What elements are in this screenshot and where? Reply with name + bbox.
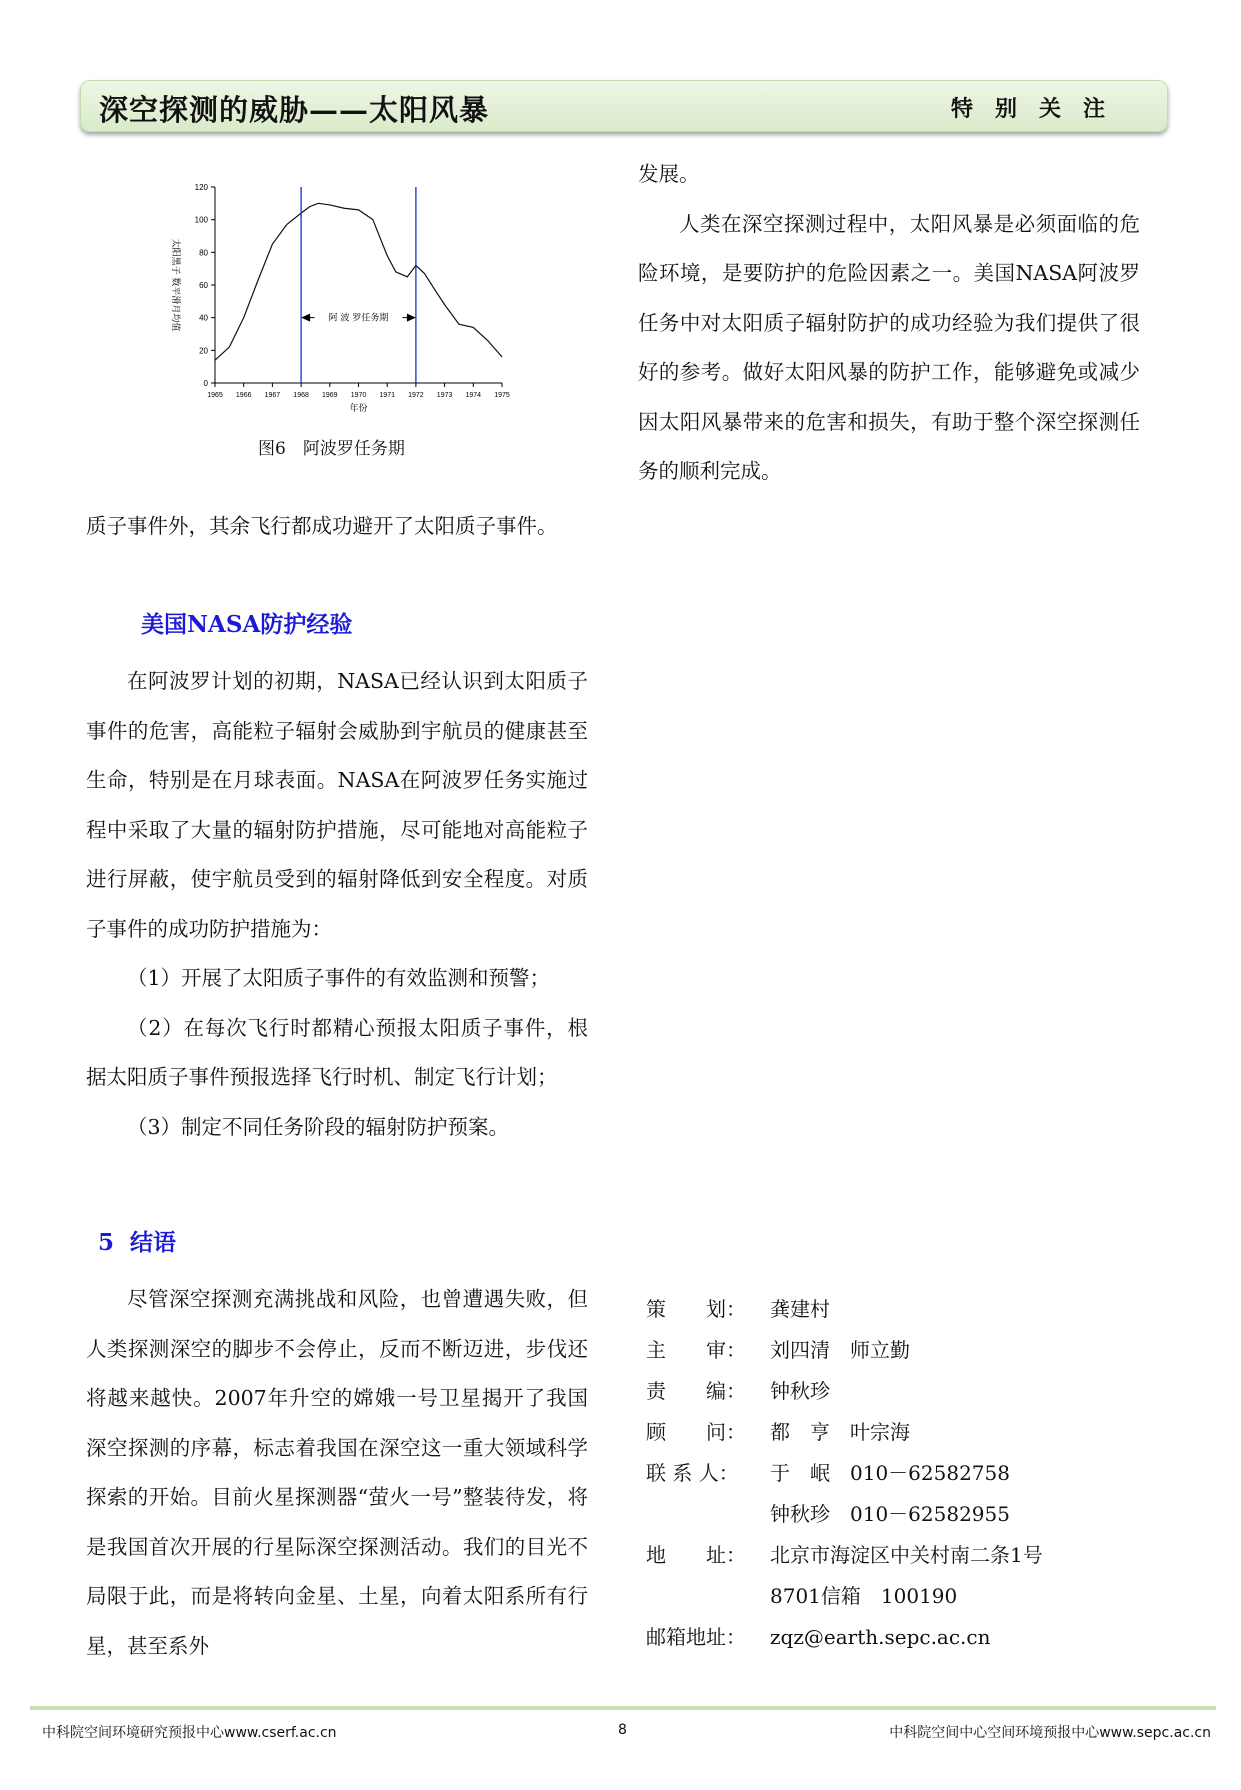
credit-value: 钟秋珍 — [770, 1379, 830, 1403]
y-axis-title: 太阳黑子 数平滑月均值 — [170, 238, 180, 332]
x-tick-label: 1969 — [322, 392, 338, 399]
paragraph: 发展。 — [638, 162, 700, 186]
left-column-conclusion — [86, 1275, 588, 1671]
heading-nasa: 美国NASA防护经验 — [141, 611, 353, 638]
mission-annotation: 阿 波 罗任务期 — [328, 313, 389, 324]
list-item: （2）在每次飞行时都精心预报太阳质子事件，根据太阳质子事件预报选择飞行时机、制定飞行计划； — [86, 1015, 588, 1089]
credit-value: 龚建村 — [770, 1297, 830, 1321]
x-tick-label: 1968 — [293, 392, 309, 399]
x-tick-label: 1970 — [350, 392, 367, 399]
credit-value: 钟秋珍 010－62582955 — [770, 1502, 1010, 1526]
credit-label: 邮箱地址： — [646, 1625, 746, 1649]
footer-left[interactable]: 中科院空间环境研究预报中心www.cserf.ac.cn — [42, 1725, 337, 1741]
credit-label: 地 址： — [646, 1543, 746, 1567]
paragraph: 在阿波罗计划的初期，NASA已经认识到太阳质子事件的危害，高能粒子辐射会威胁到宇航员的健康甚至生命，特别是在月球表面。NASA在阿波罗任务实施过程中采取了大量的辐射防护措施，尽可能地对高能粒子进行屏蔽，使宇航员受到的辐射降低到安全程度。对质子事件的成功防护措施为： — [86, 669, 588, 941]
credit-value: 8701信箱 100190 — [770, 1584, 958, 1608]
credit-label: 联 系 人： — [646, 1461, 739, 1485]
left-column-nasa — [86, 657, 588, 1152]
arrow-head-left — [301, 314, 310, 322]
y-tick-label: 80 — [199, 248, 208, 258]
list-item: （3）制定不同任务阶段的辐射防护预案。 — [127, 1114, 510, 1139]
x-tick-label: 1975 — [494, 392, 510, 399]
credits-block — [646, 1289, 1043, 1658]
y-tick-label: 40 — [199, 313, 208, 323]
credit-row — [646, 1617, 1043, 1658]
x-axis-title: 年份 — [349, 404, 368, 414]
x-tick-label: 1966 — [235, 392, 252, 399]
email-link[interactable]: zqz@earth.sepc.ac.cn — [770, 1625, 991, 1649]
figure-caption: 图6 阿波罗任务期 — [258, 439, 405, 459]
credit-value: 都 亨 叶宗海 — [770, 1420, 910, 1444]
credit-row — [646, 1289, 1043, 1330]
sunspot-chart — [160, 180, 520, 420]
credit-row — [646, 1535, 1043, 1576]
credit-row — [646, 1330, 1043, 1371]
footer-rule — [30, 1706, 1216, 1710]
credit-row — [646, 1494, 1043, 1535]
y-tick-label: 0 — [203, 379, 208, 388]
y-tick-label: 120 — [194, 183, 208, 192]
credit-row — [646, 1453, 1043, 1494]
header-title: 深空探测的威胁——太阳风暴 — [99, 93, 490, 127]
page-number: 8 — [618, 1722, 627, 1738]
credit-label: 策 划： — [646, 1297, 746, 1321]
credit-label: 主 审： — [646, 1338, 746, 1362]
x-tick-label: 1967 — [264, 392, 281, 399]
x-tick-label: 1971 — [379, 392, 395, 399]
x-tick-label: 1965 — [207, 392, 223, 399]
y-tick-label: 100 — [194, 215, 208, 225]
footer-right[interactable]: 中科院空间中心空间环境预报中心www.sepc.ac.cn — [889, 1725, 1211, 1741]
credit-row — [646, 1576, 1043, 1617]
credit-label: 顾 问： — [646, 1420, 746, 1444]
list-item: （1）开展了太阳质子事件的有效监测和预警； — [127, 966, 551, 990]
x-tick-label: 1974 — [465, 392, 482, 399]
y-tick-label: 20 — [199, 346, 208, 356]
credit-label — [646, 1494, 770, 1535]
credit-value: 刘四清 师立勤 — [770, 1338, 910, 1362]
credit-label: 责 编： — [646, 1379, 746, 1403]
credit-value: 北京市海淀区中关村南二条1号 — [770, 1543, 1043, 1567]
heading-conclusion: 5 结语 — [98, 1229, 177, 1256]
credit-row — [646, 1371, 1043, 1412]
paragraph: 尽管深空探测充满挑战和风险，也曾遭遇失败，但人类探测深空的脚步不会停止，反而不断迈进，步伐还将越来越快。2007年升空的嫦娥一号卫星揭开了我国深空探测的序幕，标志着我国在深空这一重大领域科学探索的开始。目前火星探测器“萤火一号”整装待发，将是我国首次开展的行星际深空探测活动。我们的目光不局限于此，而是将转向金星、土星，向着太阳系所有行星，甚至系外 — [86, 1287, 588, 1658]
left-column — [86, 502, 588, 552]
x-tick-label: 1973 — [436, 392, 453, 399]
credit-label — [646, 1576, 770, 1617]
header-banner — [80, 80, 1168, 132]
paragraph: 人类在深空探测过程中，太阳风暴是必须面临的危险环境，是要防护的危险因素之一。美国NASA阿波罗任务中对太阳质子辐射防护的成功经验为我们提供了很好的参考。做好太阳风暴的防护工作，能够避免或减少因太阳风暴带来的危害和损失，有助于整个深空探测任务的顺利完成。 — [638, 211, 1140, 483]
x-tick-label: 1972 — [408, 392, 424, 399]
sunspot-line — [215, 203, 502, 360]
section-label: 特别关注 — [950, 96, 1127, 122]
credit-row — [646, 1412, 1043, 1453]
right-column — [638, 150, 1140, 497]
y-tick-label: 60 — [199, 281, 208, 290]
arrow-head-right — [407, 314, 416, 322]
credit-value: 于 岷 010－62582758 — [770, 1461, 1010, 1485]
paragraph: 质子事件外，其余飞行都成功避开了太阳质子事件。 — [86, 514, 558, 538]
